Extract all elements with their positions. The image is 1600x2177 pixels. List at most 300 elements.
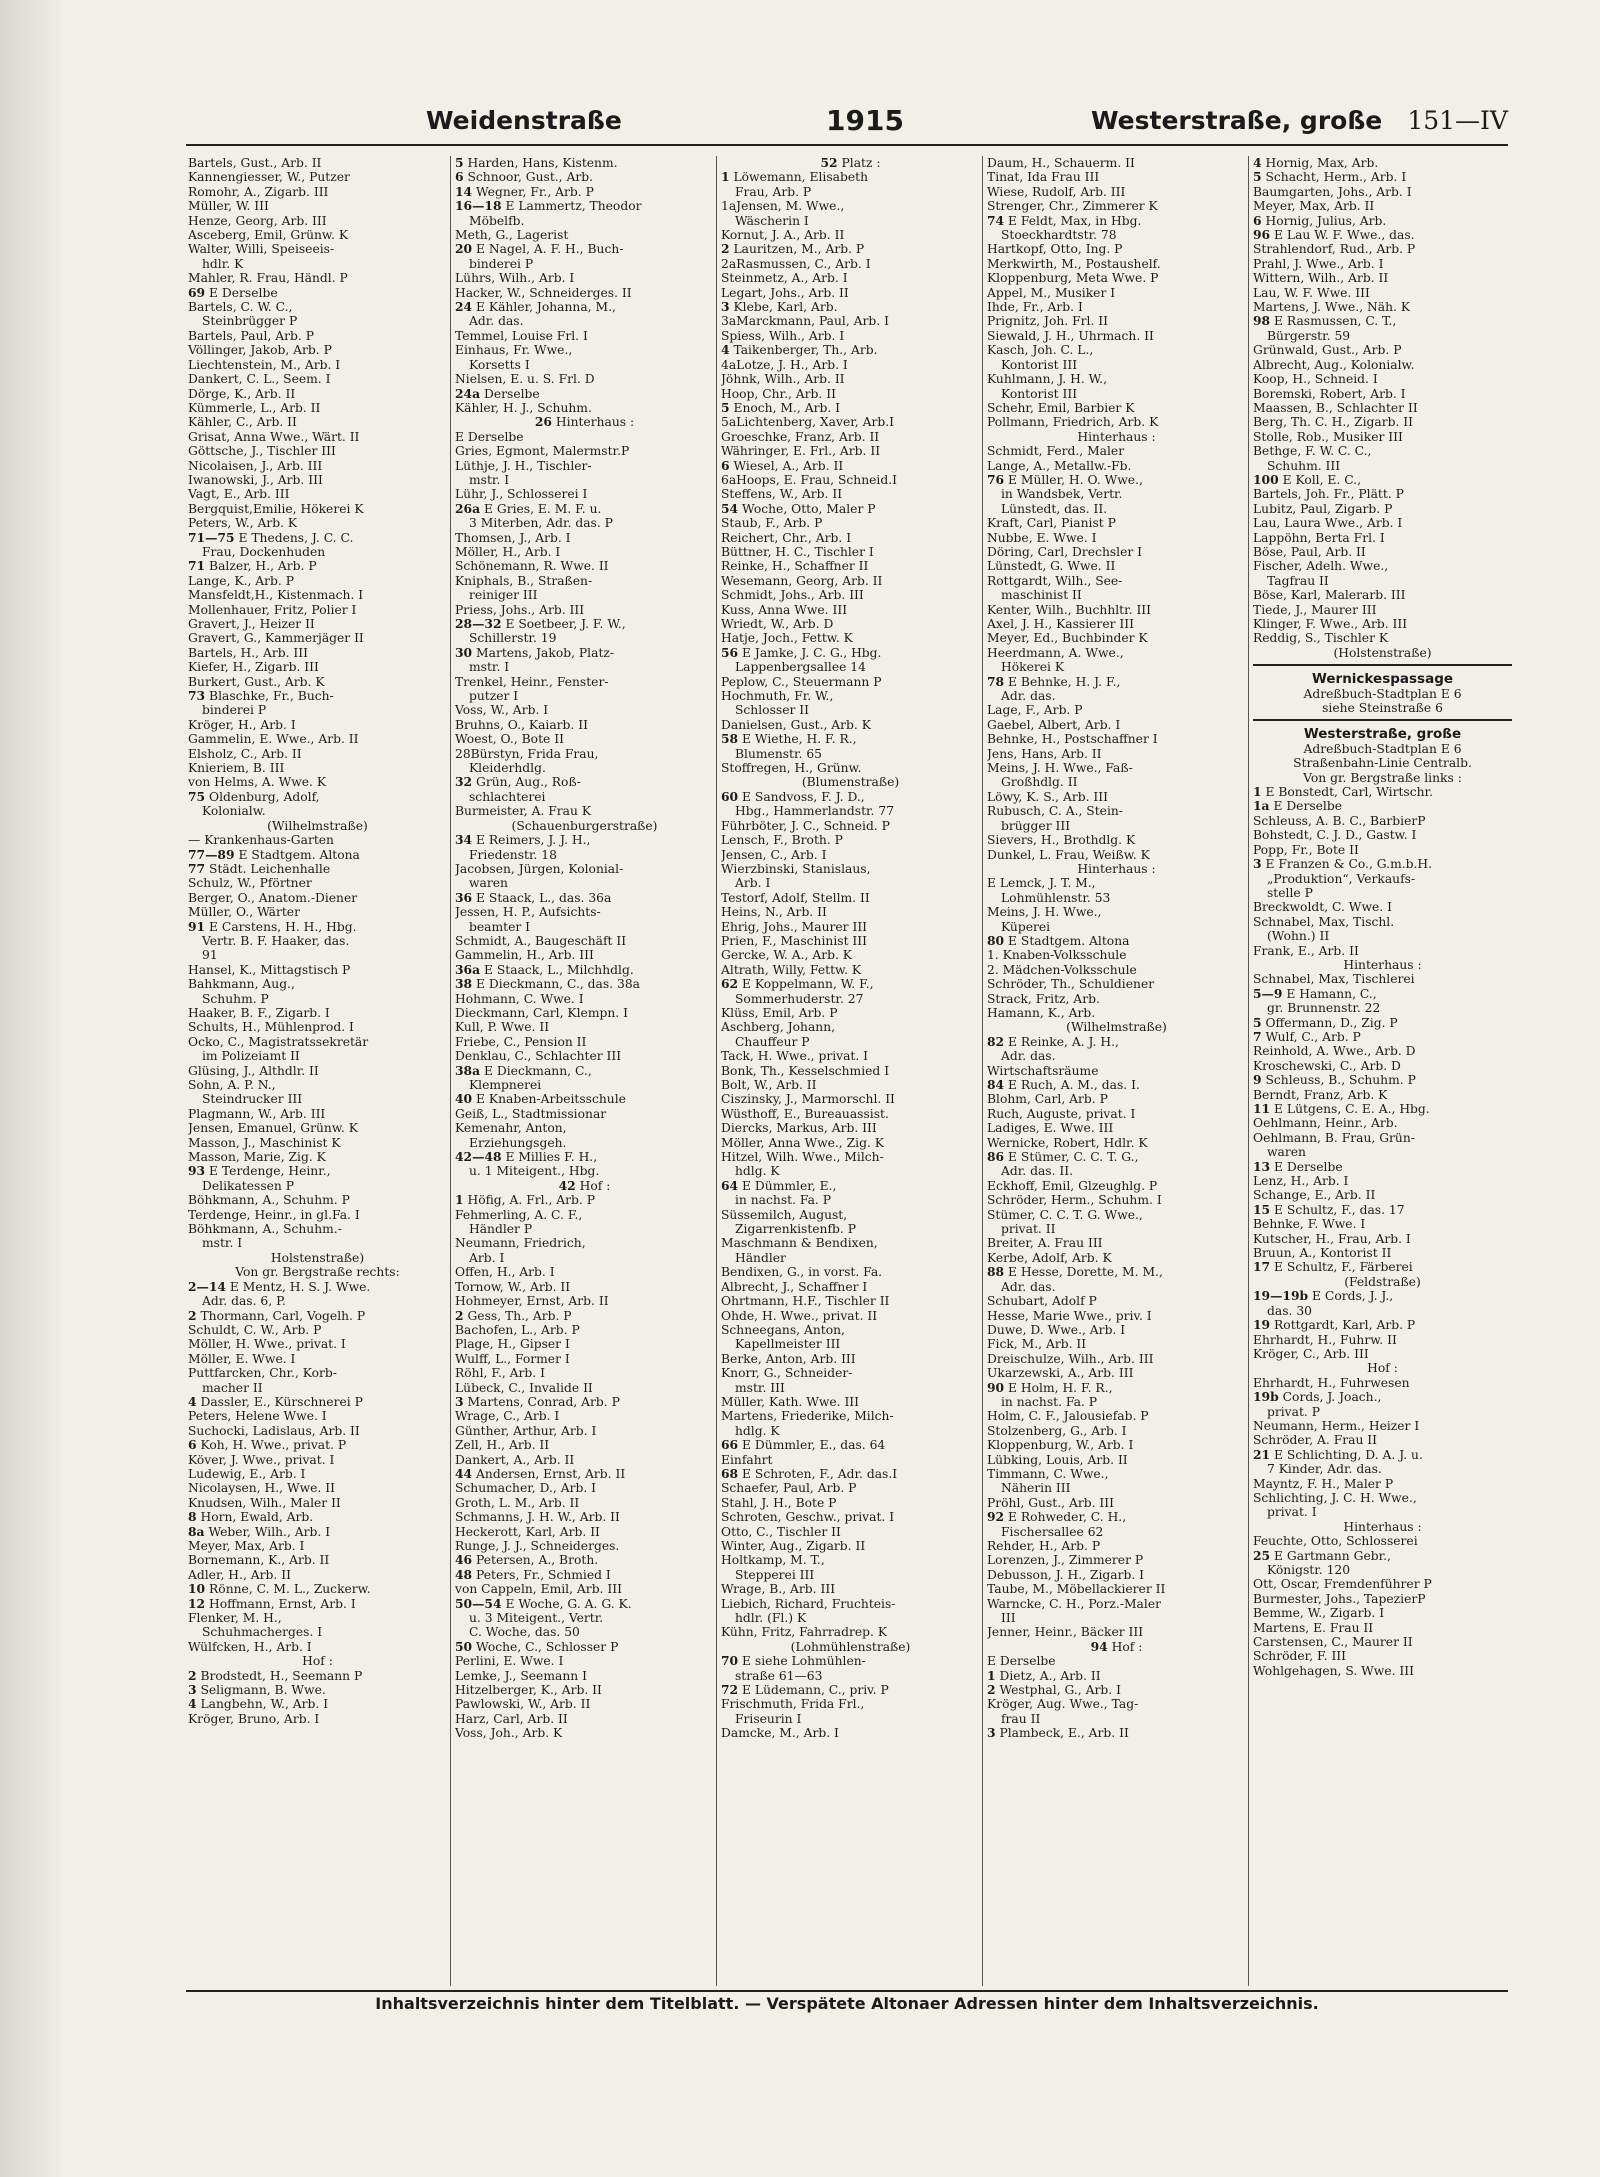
directory-entry-line: Kröger, Bruno, Arb. I: [188, 1711, 320, 1726]
directory-entry-line: 4aLotze, J. H., Arb. I: [721, 357, 848, 372]
directory-entry-line: 13 E Derselbe: [1253, 1159, 1343, 1174]
directory-entry-line: Schnabel, Max, Tischlerei: [1253, 972, 1415, 987]
directory-entry-line: Mollenhauer, Fritz, Polier I: [188, 602, 357, 617]
directory-entry-line: privat. P: [1267, 1404, 1320, 1419]
directory-entry-line: 32 Grün, Aug., Roß-: [455, 775, 581, 790]
directory-entry-line: Kontorist III: [1001, 386, 1078, 401]
directory-entry-line: Arb. I: [469, 1250, 505, 1265]
directory-entry-line: Meins, J. H. Wwe.,: [987, 905, 1102, 920]
directory-entry-line: Steindrucker III: [202, 1092, 303, 1107]
directory-entry-line: 9 Schleuss, B., Schuhm. P: [1253, 1073, 1416, 1088]
directory-entry-line: 19b Cords, J. Joach.,: [1253, 1390, 1382, 1405]
directory-entry-line: schlachterei: [469, 789, 546, 804]
directory-entry-line: 48 Peters, Fr., Schmied I: [455, 1567, 611, 1582]
directory-entry-line: 96 E Lau W. F. Wwe., das.: [1253, 228, 1415, 243]
directory-entry-line: Romohr, A., Zigarb. III: [188, 184, 329, 199]
directory-entry-line: 12 Hoffmann, Ernst, Arb. I: [188, 1596, 356, 1611]
directory-entry-line: 2 Gess, Th., Arb. P: [455, 1308, 572, 1323]
directory-entry-line: Adr. das.: [1001, 1049, 1056, 1064]
directory-entry-line: Neumann, Herm., Heizer I: [1253, 1418, 1420, 1433]
directory-entry-line: Stepperei III: [735, 1567, 815, 1582]
directory-entry-line: 69 E Derselbe: [188, 285, 278, 300]
directory-entry-line: Temmel, Louise Frl. I: [455, 328, 588, 343]
directory-entry-line: Ruch, Auguste, privat. I: [987, 1106, 1136, 1121]
directory-entry-line: Mansfeldt,H., Kistenmach. I: [188, 588, 364, 603]
directory-entry-line: 1a E Derselbe: [1253, 799, 1343, 814]
directory-entry-line: Schults, H., Mühlenprod. I: [188, 1020, 354, 1035]
directory-entry-line: 26a E Gries, E. M. F. u.: [455, 501, 602, 516]
directory-entry-line: Lüthje, J. H., Tischler-: [455, 458, 592, 473]
street-section-heading: Westerstraße, große: [1253, 719, 1512, 741]
directory-entry-line: Händler: [735, 1250, 786, 1265]
directory-entry-line: 11 E Lütgens, C. E. A., Hbg.: [1253, 1102, 1430, 1116]
directory-entry-line: Terdenge, Heinr., in gl.Fa. I: [188, 1207, 360, 1222]
directory-entry-line: Stolle, Rob., Musiker III: [1253, 429, 1403, 444]
page-number: 151—IV: [1407, 106, 1508, 135]
directory-entry-line: 7 Wulf, C., Arb. P: [1253, 1029, 1361, 1044]
directory-entry-line: Königstr. 120: [1267, 1563, 1351, 1577]
directory-entry-line: Axel, J. H., Kassierer III: [987, 617, 1134, 631]
directory-entry-line: Adreßbuch-Stadtplan E 6: [1303, 741, 1462, 756]
directory-entry-line: Peplow, C., Steuermann P: [721, 674, 882, 689]
directory-entry-line: Meyer, Max, Arb. II: [1253, 199, 1375, 214]
directory-entry-line: 30 Martens, Jakob, Platz-: [455, 645, 615, 660]
directory-entry-line: Adler, H., Arb. II: [188, 1567, 291, 1582]
directory-entry-line: gr. Brunnenstr. 22: [1267, 1001, 1381, 1016]
directory-entry-line: Müller, O., Wärter: [188, 905, 300, 920]
directory-entry-line: Kutscher, H., Frau, Arb. I: [1253, 1231, 1411, 1246]
directory-entry-line: Ciszinsky, J., Marmorschl. II: [721, 1092, 895, 1107]
directory-entry-line: 64 E Dümmler, E.,: [721, 1178, 837, 1193]
directory-entry-line: in nachst. Fa. P: [735, 1193, 832, 1208]
directory-entry-line: Schröder, Herm., Schuhm. I: [987, 1193, 1162, 1208]
directory-entry-line: Von gr. Bergstraße rechts:: [235, 1265, 400, 1280]
directory-entry-line: hdlr. (Fl.) K: [735, 1611, 807, 1626]
directory-entry-line: Henze, Georg, Arb. III: [188, 213, 327, 228]
directory-entry-line: Mayntz, F. H., Maler P: [1253, 1476, 1394, 1491]
directory-entry-line: 7 Kinder, Adr. das.: [1267, 1462, 1382, 1477]
directory-entry-line: Hinterhaus :: [1077, 429, 1156, 444]
directory-entry-line: Heckerott, Karl, Arb. II: [455, 1524, 600, 1539]
directory-entry-line: Lübking, Louis, Arb. II: [987, 1452, 1128, 1467]
directory-entry-line: Friseurin I: [735, 1711, 802, 1726]
directory-entry-line: Ladiges, E. Wwe. III: [987, 1121, 1114, 1136]
directory-entry-line: Peters, W., Arb. K: [188, 516, 298, 531]
directory-entry-line: 17 E Schultz, F., Färberei: [1253, 1260, 1413, 1275]
directory-entry-line: Liechtenstein, M., Arb. I: [188, 357, 341, 372]
directory-entry-line: Zigarrenkistenfb. P: [735, 1222, 856, 1237]
directory-entry-line: 4 Taikenberger, Th., Arb.: [721, 343, 878, 358]
directory-entry-line: Asceberg, Emil, Grünw. K: [188, 228, 349, 243]
directory-entry-line: 40 E Knaben-Arbeitsschule: [455, 1092, 626, 1107]
directory-entry-line: Hitzel, Wilh. Wwe., Milch-: [721, 1150, 884, 1165]
directory-entry-line: 73 Blaschke, Fr., Buch-: [188, 689, 334, 704]
directory-entry-line: 5 Harden, Hans, Kistenm.: [455, 156, 618, 170]
directory-entry-line: waren: [1267, 1145, 1306, 1160]
directory-entry-line: Glüsing, J., Althdlr. II: [188, 1063, 319, 1078]
directory-entry-line: Tornow, W., Arb. II: [455, 1279, 571, 1294]
directory-entry-line: Geiß, L., Stadtmissionar: [455, 1106, 607, 1121]
directory-entry-line: Kontorist III: [1001, 357, 1078, 372]
header-year: 1915: [826, 104, 904, 137]
directory-entry-line: Schmidt, A., Baugeschäft II: [455, 933, 627, 948]
directory-entry-line: Winter, Aug., Zigarb. II: [721, 1539, 866, 1553]
directory-entry-line: putzer I: [469, 689, 519, 704]
directory-entry-line: Kleiderhdlg.: [469, 761, 546, 776]
header-right-street: Westerstraße, große: [1091, 106, 1383, 135]
directory-entry-line: Breckwoldt, C. Wwe. I: [1253, 900, 1392, 915]
directory-entry-line: Kroschewski, C., Arb. D: [1253, 1058, 1401, 1073]
directory-entry-line: Lübeck, C., Invalide II: [455, 1380, 593, 1395]
directory-entry-line: Plage, H., Gipser I: [455, 1337, 570, 1352]
directory-entry-line: Bachofen, L., Arb. P: [455, 1322, 580, 1337]
directory-entry-line: Spiess, Wilh., Arb. I: [721, 328, 845, 343]
directory-entry-line: Lorenzen, J., Zimmerer P: [987, 1553, 1144, 1568]
directory-entry-line: Berger, O., Anatom.-Diener: [188, 890, 358, 905]
directory-entry-line: Dunkel, L. Frau, Weißw. K: [987, 847, 1150, 862]
column-divider: [982, 156, 983, 1986]
directory-entry-line: Prien, F., Maschinist III: [721, 933, 868, 948]
directory-entry-line: 6 Wiesel, A., Arb. II: [721, 458, 844, 473]
directory-entry-line: waren: [469, 876, 508, 891]
directory-entry-line: 77 Städt. Leichenhalle: [188, 861, 331, 876]
directory-entry-line: Schuhm. P: [202, 991, 269, 1006]
directory-entry-line: 62 E Koppelmann, W. F.,: [721, 977, 874, 992]
directory-entry-line: Aschberg, Johann,: [721, 1020, 836, 1035]
directory-entry-line: Frau, Arb. P: [735, 184, 812, 199]
directory-entry-line: siehe Steinstraße 6: [1322, 701, 1443, 716]
directory-entry-line: Wirtschaftsräume: [987, 1063, 1099, 1078]
directory-entry-line: Stolzenberg, G., Arb. I: [987, 1423, 1127, 1438]
directory-entry-line: 1 Höfig, A. Frl., Arb. P: [455, 1193, 595, 1208]
directory-entry-line: Stahl, J. H., Bote P: [721, 1495, 837, 1510]
directory-entry-line: Kröger, Aug. Wwe., Tag-: [987, 1697, 1139, 1712]
directory-entry-line: Ukarzewski, A., Arb. III: [987, 1366, 1134, 1381]
directory-entry-line: 42 Hof :: [558, 1178, 611, 1193]
directory-entry-line: Hbg., Hammerlandstr. 77: [735, 804, 895, 819]
directory-entry-line: 28Bürstyn, Frida Frau,: [455, 746, 599, 761]
directory-entry-line: 4 Hornig, Max, Arb.: [1253, 156, 1379, 170]
directory-entry-line: Adreßbuch-Stadtplan E 6: [1303, 686, 1462, 701]
directory-entry-line: reiniger III: [469, 588, 538, 603]
directory-entry-line: Schuhmacherges. I: [202, 1625, 323, 1640]
directory-entry-line: E Derselbe: [987, 1654, 1056, 1669]
directory-entry-line: Daum, H., Schauerm. II: [987, 156, 1135, 170]
directory-entry-line: Runge, J. J., Schneiderges.: [455, 1539, 620, 1553]
directory-entry-line: Ehrhardt, H., Fuhrw. II: [1253, 1332, 1397, 1347]
directory-entry-line: Hansel, K., Mittagstisch P: [188, 962, 351, 977]
directory-entry-line: Testorf, Adolf, Stellm. II: [721, 890, 870, 905]
directory-entry-line: 4 Dassler, E., Kürschnerei P: [188, 1394, 363, 1409]
header-rule: [186, 144, 1508, 146]
directory-entry-line: Bolt, W., Arb. II: [721, 1078, 817, 1092]
directory-entry-line: 36 E Staack, L., das. 36a: [455, 890, 612, 905]
directory-entry-line: Schillerstr. 19: [469, 631, 557, 646]
directory-entry-line: „Produktion“, Verkaufs-: [1267, 871, 1416, 886]
directory-entry-line: Heerdmann, A. Wwe.,: [987, 645, 1124, 660]
directory-entry-line: Elsholz, C., Arb. II: [188, 746, 302, 761]
directory-entry-line: Kuss, Anna Wwe. III: [721, 602, 848, 617]
directory-entry-line: mstr. I: [469, 472, 510, 487]
directory-entry-line: Iwanowski, J., Arb. III: [188, 472, 323, 487]
directory-entry-line: Schönemann, R. Wwe. II: [455, 559, 609, 574]
directory-entry-line: Ehrhardt, H., Fuhrwesen: [1253, 1375, 1410, 1390]
directory-entry-line: Schröder, Th., Schuldiener: [987, 977, 1155, 992]
directory-entry-line: Ott, Oscar, Fremdenführer P: [1253, 1577, 1432, 1592]
directory-entry-line: Appel, M., Musiker I: [987, 285, 1116, 300]
directory-entry-line: Schaefer, Paul, Arb. P: [721, 1481, 857, 1496]
directory-entry-line: 50 Woche, C., Schlosser P: [455, 1639, 619, 1654]
directory-entry-line: Bethge, F. W. C. C.,: [1253, 444, 1372, 459]
directory-entry-line: 6 Schnoor, Gust., Arb.: [455, 170, 594, 185]
directory-entry-line: 100 E Koll, E. C.,: [1253, 472, 1361, 487]
directory-entry-line: Böse, Paul, Arb. II: [1253, 544, 1366, 559]
directory-entry-line: Schmidt, Ferd., Maler: [987, 444, 1125, 459]
directory-entry-line: Korsetts I: [469, 357, 530, 372]
directory-entry-line: Kröger, C., Arb. III: [1253, 1346, 1369, 1361]
directory-entry-line: Martens, Friederike, Milch-: [721, 1409, 894, 1424]
directory-entry-line: Steffens, W., Arb. II: [721, 487, 843, 502]
directory-entry-line: 2. Mädchen-Volksschule: [987, 962, 1137, 977]
directory-entry-line: 52 Platz :: [820, 156, 881, 170]
directory-entry-line: Strahlendorf, Rud., Arb. P: [1253, 242, 1416, 257]
directory-entry-line: Albrecht, Aug., Kolonialw.: [1253, 357, 1415, 372]
directory-entry-line: Kniphals, B., Straßen-: [455, 573, 593, 588]
column-5: [1253, 156, 1512, 1986]
directory-entry-line: Knorr, G., Schneider-: [721, 1366, 853, 1381]
directory-entry-line: Schuldt, C. W., Arb. P: [188, 1322, 322, 1337]
directory-entry-line: Sommerhuderstr. 27: [735, 991, 864, 1006]
directory-entry-line: Lange, A., Metallw.-Fb.: [987, 458, 1132, 473]
directory-entry-line: 8 Horn, Ewald, Arb.: [188, 1510, 314, 1525]
directory-entry-line: Trenkel, Heinr., Fenster-: [455, 674, 609, 689]
directory-entry-line: Steinbrügger P: [202, 314, 298, 329]
directory-entry-line: 1 E Bonstedt, Carl, Wirtschr.: [1253, 785, 1433, 800]
directory-entry-line: Nicolaysen, H., Wwe. II: [188, 1481, 335, 1496]
directory-entry-line: Hacker, W., Schneiderges. II: [455, 285, 632, 300]
directory-entry-line: 5 Offermann, D., Zig. P: [1253, 1015, 1398, 1030]
directory-entry-line: Küperei: [1001, 919, 1051, 934]
directory-entry-line: in Wandsbek, Vertr.: [1001, 487, 1123, 502]
directory-entry-line: E Lemck, J. T. M.,: [987, 876, 1096, 891]
directory-entry-line: 82 E Reinke, A. J. H.,: [987, 1034, 1119, 1049]
directory-entry-line: Schröder, A. Frau II: [1253, 1433, 1377, 1448]
directory-entry-line: Lange, K., Arb. P: [188, 573, 295, 588]
directory-entry-line: Pröhl, Gust., Arb. III: [987, 1495, 1114, 1510]
directory-entry-line: Bartels, Joh. Fr., Plätt. P: [1253, 487, 1404, 502]
directory-entry-line: Frau, Dockenhuden: [202, 544, 326, 559]
directory-entry-line: Schuhm. III: [1267, 458, 1341, 473]
directory-entry-line: Wittern, Wilh., Arb. II: [1253, 271, 1389, 286]
directory-entry-line: Hesse, Marie Wwe., priv. I: [987, 1308, 1152, 1323]
directory-entry-line: hdlr. K: [202, 256, 244, 271]
directory-entry-line: 38a E Dieckmann, C.,: [455, 1063, 592, 1078]
directory-entry-line: Woest, O., Bote II: [455, 732, 564, 747]
directory-entry-line: 44 Andersen, Ernst, Arb. II: [455, 1466, 626, 1481]
directory-entry-line: 3 Martens, Conrad, Arb. P: [455, 1394, 620, 1409]
directory-entry-line: Grünwald, Gust., Arb. P: [1253, 343, 1402, 358]
directory-entry-line: Pawlowski, W., Arb. II: [455, 1697, 591, 1712]
directory-entry-line: Damcke, M., Arb. I: [721, 1726, 839, 1741]
directory-entry-line: Holstenstraße): [270, 1250, 365, 1265]
directory-entry-line: Oehlmann, Heinr., Arb.: [1253, 1116, 1398, 1131]
directory-entry-line: Meyer, Ed., Buchbinder K: [987, 631, 1148, 646]
directory-entry-line: Kuhlmann, J. H. W.,: [987, 372, 1107, 387]
directory-entry-line: Gaebel, Albert, Arb. I: [987, 717, 1121, 732]
directory-entry-line: Danielsen, Gust., Arb. K: [721, 717, 871, 732]
directory-entry-line: 2—14 E Mentz, H. S. J. Wwe.: [188, 1279, 371, 1294]
directory-entry-line: Thomsen, J., Arb. I: [455, 530, 571, 545]
directory-entry-line: Liebich, Richard, Fruchteis-: [721, 1596, 896, 1611]
directory-entry-line: Frischmuth, Frida Frl.,: [721, 1697, 865, 1712]
column-divider: [450, 156, 451, 1986]
directory-entry-line: Führböter, J. C., Schneid. P: [721, 818, 890, 833]
directory-entry-line: das. 30: [1267, 1303, 1312, 1318]
directory-entry-line: Masson, Marie, Zig. K: [188, 1150, 326, 1165]
directory-entry-line: Göttsche, J., Tischler III: [188, 444, 336, 459]
directory-entry-line: Kemenahr, Anton,: [455, 1121, 567, 1136]
directory-entry-line: 20 E Nagel, A. F. H., Buch-: [455, 242, 624, 257]
directory-entry-line: Frank, E., Arb. II: [1253, 943, 1359, 958]
directory-entry-line: Büttner, H. C., Tischler I: [721, 544, 874, 559]
directory-entry-line: Popp, Fr., Bote II: [1253, 842, 1359, 857]
directory-entry-line: Kähler, H. J., Schuhm.: [455, 400, 592, 415]
directory-entry-line: Jenner, Heinr., Bäcker III: [987, 1625, 1144, 1640]
directory-entry-line: 3aMarckmann, Paul, Arb. I: [721, 314, 889, 329]
directory-entry-line: Suchocki, Ladislaus, Arb. II: [188, 1423, 360, 1438]
column-divider: [716, 156, 717, 1986]
directory-entry-line: 2 Westphal, G., Arb. I: [987, 1683, 1121, 1698]
directory-entry-line: Lappenbergsallee 14: [735, 660, 866, 675]
directory-entry-line: Baumgarten, Johs., Arb. I: [1253, 184, 1412, 199]
directory-entry-line: brügger III: [1001, 818, 1071, 833]
directory-entry-line: Gammelin, H., Arb. III: [455, 948, 594, 963]
directory-entry-line: straße 61—63: [735, 1668, 823, 1683]
directory-entry-line: privat. II: [1001, 1222, 1056, 1237]
directory-entry-line: Jens, Hans, Arb. II: [987, 746, 1102, 761]
directory-entry-line: Reinke, H., Schaffner II: [721, 559, 869, 574]
directory-entry-line: Nielsen, E. u. S. Frl. D: [455, 372, 595, 387]
directory-entry-line: Günther, Arthur, Arb. I: [455, 1423, 597, 1438]
directory-entry-line: 78 E Behnke, H. J. F.,: [987, 674, 1121, 689]
directory-entry-line: Schubart, Adolf P: [987, 1294, 1097, 1309]
directory-entry-line: Meth, G., Lagerist: [455, 228, 569, 243]
directory-entry-line: von Helms, A. Wwe. K: [188, 775, 327, 790]
directory-entry-line: 54 Woche, Otto, Maler P: [721, 501, 876, 516]
directory-entry-line: (Schauenburgerstraße): [511, 818, 658, 833]
directory-entry-line: 70 E siehe Lohmühlen-: [721, 1654, 866, 1669]
directory-entry-line: Hamann, K., Arb.: [987, 1005, 1096, 1020]
directory-entry-line: Walter, Willi, Speiseeis-: [188, 242, 335, 257]
directory-entry-line: Wäscherin I: [735, 213, 809, 228]
directory-entry-line: Otto, C., Tischler II: [721, 1524, 841, 1539]
directory-entry-line: Lappöhn, Berta Frl. I: [1253, 530, 1385, 545]
directory-entry-line: Gries, Egmont, Malermstr.P: [455, 444, 630, 459]
directory-entry-line: Bartels, Paul, Arb. P: [188, 328, 314, 343]
directory-entry-line: Hochmuth, Fr. W.,: [721, 689, 834, 704]
directory-entry-line: Gravert, G., Kammerjäger II: [188, 631, 364, 646]
directory-entry-line: Groth, L. M., Arb. II: [455, 1495, 580, 1510]
directory-entry-line: Stoeckhardtstr. 78: [1001, 228, 1117, 243]
directory-entry-line: 58 E Wiethe, H. F. R.,: [721, 732, 857, 747]
directory-entry-line: Lünstedt, das. II.: [1001, 501, 1108, 516]
directory-entry-line: Offen, H., Arb. I: [455, 1265, 555, 1280]
directory-entry-line: Klüss, Emil, Arb. P: [721, 1005, 838, 1020]
directory-entry-line: Wrage, C., Arb. I: [455, 1409, 560, 1424]
column-3: [721, 156, 980, 1986]
directory-entry-line: Kannengiesser, W., Putzer: [188, 170, 350, 185]
directory-entry-line: 21 E Schlichting, D. A. J. u.: [1253, 1447, 1423, 1462]
directory-entry-line: Löwy, K. S., Arb. III: [987, 789, 1108, 804]
directory-entry-line: Hitzelberger, K., Arb. II: [455, 1683, 602, 1698]
directory-entry-line: Böhkmann, A., Schuhm. P: [188, 1193, 350, 1208]
directory-entry-line: Gammelin, E. Wwe., Arb. II: [188, 732, 359, 747]
directory-entry-line: 38 E Dieckmann, C., das. 38a: [455, 977, 640, 992]
directory-entry-line: Nubbe, E. Wwe. I: [987, 530, 1097, 545]
directory-entry-line: mstr. III: [735, 1380, 785, 1395]
directory-entry-line: (Feldstraße): [1344, 1274, 1421, 1289]
directory-entry-line: Adr. das.: [1001, 1279, 1056, 1294]
directory-entry-line: Reichert, Chr., Arb. I: [721, 530, 852, 545]
directory-entry-line: hdlg. K: [735, 1423, 780, 1438]
directory-entry-line: mstr. I: [202, 1236, 243, 1251]
directory-entry-line: Siewald, J. H., Uhrmach. II: [987, 328, 1154, 343]
directory-entry-line: Lohmühlenstr. 53: [1001, 890, 1111, 905]
directory-entry-line: Kloppenburg, Meta Wwe. P: [987, 271, 1159, 286]
directory-entry-line: Wulff, L., Former I: [455, 1351, 570, 1366]
directory-entry-line: 80 E Stadtgem. Altona: [987, 933, 1130, 948]
directory-entry-line: im Polizeiamt II: [202, 1049, 300, 1064]
directory-entry-line: Ehrig, Johs., Maurer III: [721, 919, 868, 934]
directory-entry-line: Händler P: [469, 1222, 533, 1237]
directory-entry-line: (Holstenstraße): [1333, 645, 1432, 660]
columns-area: [186, 156, 1508, 1986]
directory-entry-line: hdlg. K: [735, 1164, 780, 1179]
directory-entry-line: Tagfrau II: [1267, 573, 1329, 588]
directory-entry-line: Holm, C. F., Jalousiefab. P: [987, 1409, 1149, 1424]
directory-entry-line: Lau, Laura Wwe., Arb. I: [1253, 516, 1403, 531]
directory-entry-line: Bartels, Gust., Arb. II: [188, 156, 322, 170]
directory-entry-line: 77—89 E Stadtgem. Altona: [188, 847, 360, 862]
directory-entry-line: Lage, F., Arb. P: [987, 703, 1083, 718]
directory-entry-line: Müller, Kath. Wwe. III: [721, 1394, 860, 1409]
directory-entry-line: 91: [202, 948, 218, 963]
directory-entry-line: 1 Löwemann, Elisabeth: [721, 170, 868, 185]
directory-entry-line: Dörge, K., Arb. II: [188, 386, 296, 401]
directory-entry-line: Blohm, Carl, Arb. P: [987, 1092, 1108, 1107]
directory-entry-line: Duwe, D. Wwe., Arb. I: [987, 1322, 1126, 1337]
directory-entry-line: E Derselbe: [455, 429, 524, 444]
directory-entry-line: 4 Langbehn, W., Arb. I: [188, 1697, 329, 1712]
directory-entry-line: Reddig, S., Tischler K: [1253, 631, 1389, 646]
directory-entry-line: Fischer, Adelh. Wwe.,: [1253, 559, 1389, 574]
directory-entry-line: 60 E Sandvoss, F. J. D.,: [721, 789, 865, 804]
directory-entry-line: Bendixen, G., in vorst. Fa.: [721, 1265, 883, 1280]
directory-entry-line: 94 Hof :: [1090, 1639, 1143, 1654]
directory-entry-line: Lührs, Wilh., Arb. I: [455, 271, 575, 286]
directory-entry-line: Martens, J. Wwe., Näh. K: [1253, 300, 1411, 315]
directory-entry-line: Blumenstr. 65: [735, 746, 822, 761]
directory-entry-line: 72 E Lüdemann, C., priv. P: [721, 1683, 889, 1698]
directory-entry-line: Lensch, F., Broth. P: [721, 833, 843, 848]
directory-entry-line: Jensen, Emanuel, Grünw. K: [188, 1121, 358, 1136]
directory-entry-line: 3 Miterben, Adr. das. P: [469, 516, 613, 531]
footer-rule: [186, 1990, 1508, 1992]
directory-entry-line: 19—19b E Cords, J. J.,: [1253, 1289, 1394, 1304]
directory-entry-line: Groeschke, Franz, Arb. II: [721, 429, 880, 444]
directory-entry-line: Stoffregen, H., Grünw.: [721, 761, 862, 776]
scan-edge: [0, 0, 62, 2177]
